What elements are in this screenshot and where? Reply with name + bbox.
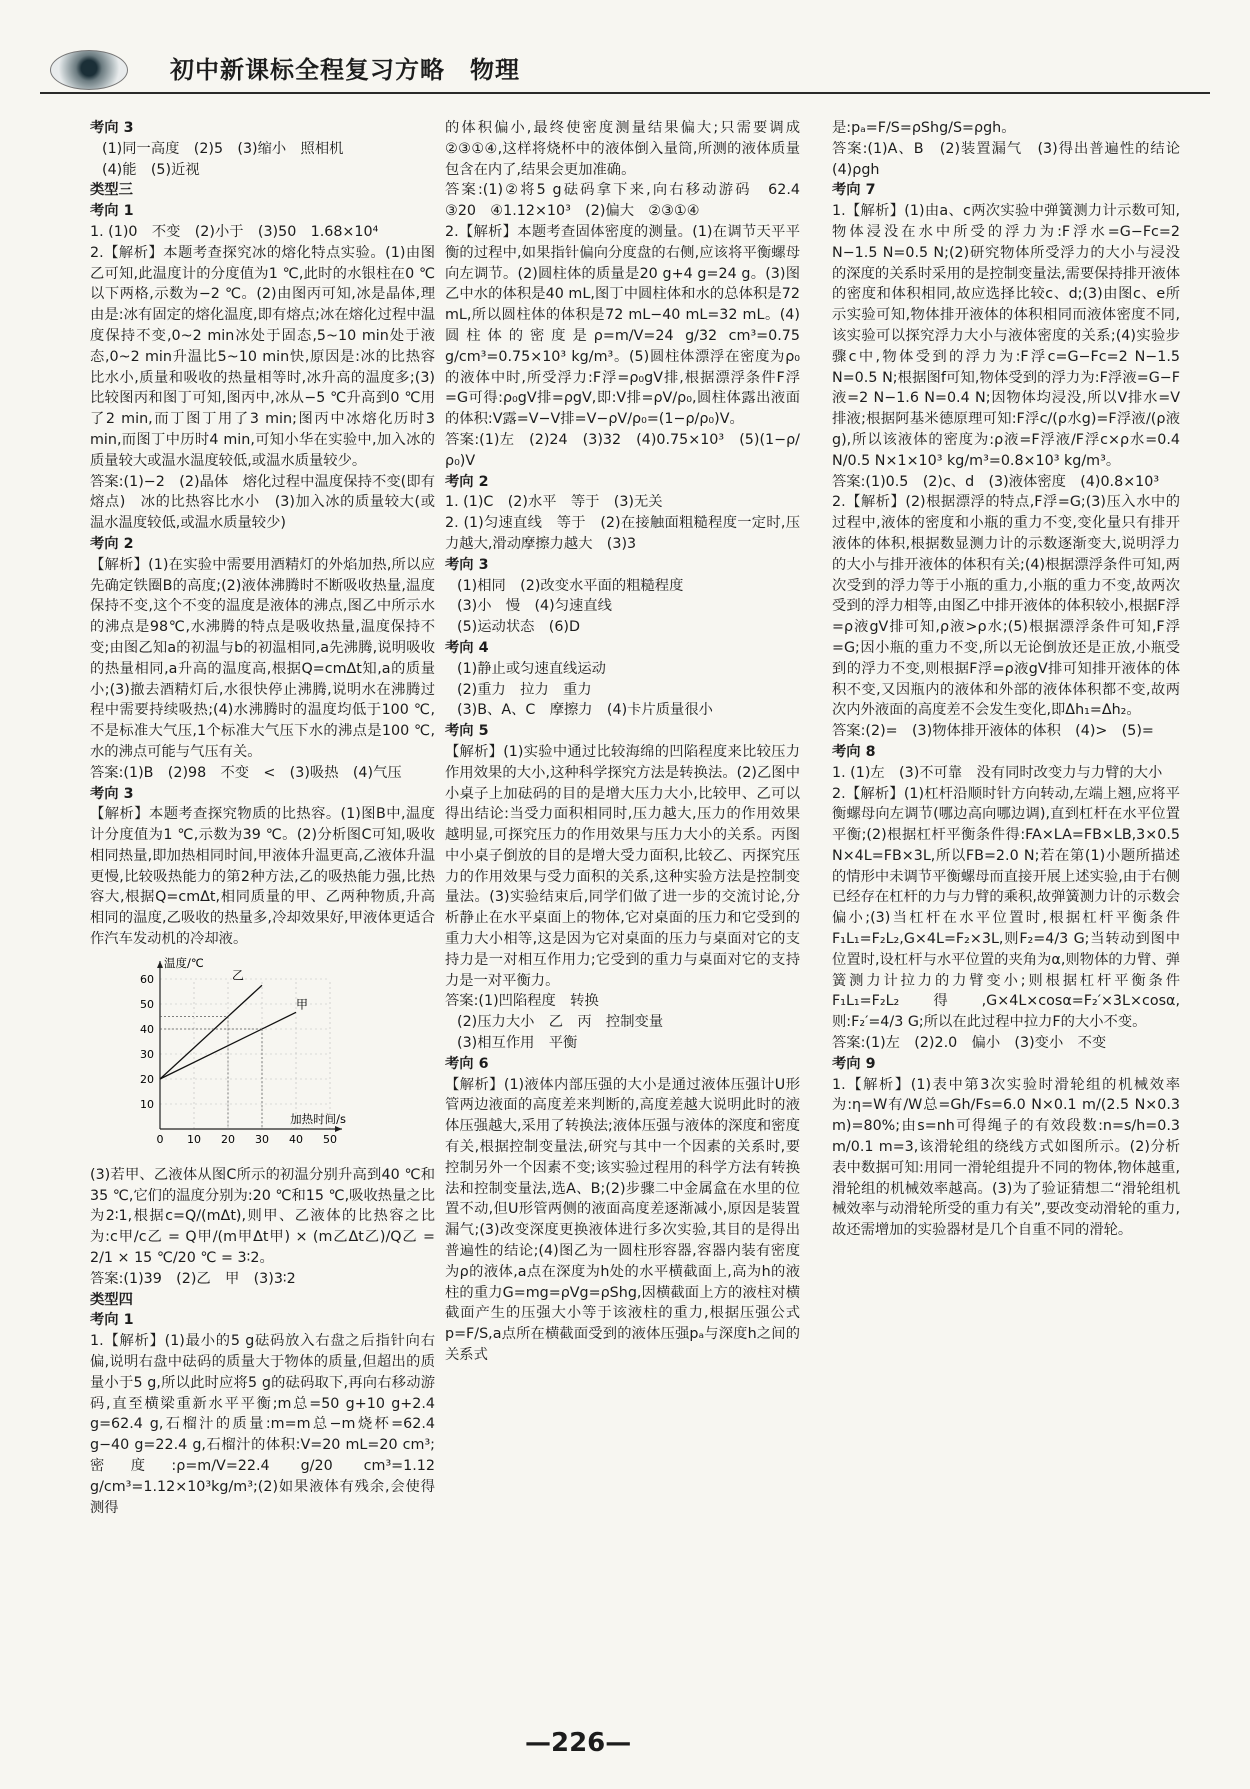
text-paragraph: 2.【解析】(1)杠杆沿顺时针方向转动,左端上翘,应将平衡螺母向左调节(哪边高向哪边调),直到杠杆在水平位置平衡;(2)根据杠杆平衡条件得:FA×LA=FB×LB,3×0.5 N×4L=FB×3L,所以FB=2.0 N;若在第(1)小题所描述的情形中未调节平衡螺母而直接开展上述实验,由于右侧已经存在杠杆的力与力臂的乘积,故弹簧测力计的示数会偏小;(3)当杠杆在水平位置时,根据杠杆平衡条件F₁L₁=F₂L₂,G×4L=F₂×3L,则F₂=4/3 G;当转动到图中位置时,设杠杆与水平位置的夹角为α,则物体的力臂、弹簧测力计拉力的力臂变小;则根据杠杆平衡条件F₁L₁=F₂L₂得,G×4L×cosα=F₂′×3L×cosα,则:F₂′=4/3 G;所以在此过程中拉力F的大小不变。: [832, 785, 1180, 1031]
series-label: 甲: [296, 997, 309, 1012]
x-tick-label: 30: [255, 1132, 269, 1146]
section-heading: 考向 9: [832, 1055, 876, 1072]
page-number: —226—: [525, 1728, 632, 1758]
section-heading: 考向 4: [445, 639, 489, 656]
text-paragraph: 2.【解析】(2)根据漂浮的特点,F浮=G;(3)压入水中的过程中,液体的密度和小瓶的重力不变,变化量只有排开液体的体积,根据数显测力计的示数逐渐变大,说明浮力的大小与排开液体的体积有关;(4)根据漂浮条件可知,两次受到的浮力等于小瓶的重力,小瓶的重力不变,故两次受到的浮力相等,由图乙中排开液体的体积较小,根据F浮=ρ液gV排可知,ρ液>ρ水;(5)根据漂浮条件可知,F浮=G;因小瓶的重力不变,所以无论倒放还是正放,小瓶受到的浮力不变,则根据F浮=ρ液gV排可知排开液体的体积不变,又因瓶内的液体和外部的液体体积都不变,故两次内外液面的高度差不会发生变化,即Δh₁=Δh₂。: [832, 494, 1180, 719]
text-paragraph: 的体积偏小,最终使密度测量结果偏大;只需要调成②③①④,这样将烧杯中的液体倒入量筒,所测的液体质量包含在内了,结果会更加准确。: [445, 120, 800, 178]
section-heading: 考向 3: [445, 556, 489, 573]
column-1-bottom: [90, 1165, 435, 1519]
x-tick-label: 40: [289, 1132, 303, 1146]
text-paragraph: (3)小 慢 (4)匀速直线: [457, 598, 612, 615]
page-header: [40, 38, 1210, 94]
text-paragraph: 1. (1)左 (3)不可靠 没有同时改变力与力臂的大小: [832, 764, 1163, 781]
text-paragraph: 答案:(1)39 (2)乙 甲 (3)3∶2: [90, 1270, 296, 1287]
section-heading: 考向 2: [90, 535, 134, 552]
y-tick-label: 40: [140, 1022, 154, 1036]
text-paragraph: 答案:(1)左 (2)2.0 偏小 (3)变小 不变: [832, 1035, 1107, 1052]
y-tick-label: 50: [140, 997, 154, 1011]
section-heading: 类型三: [90, 182, 133, 199]
text-paragraph: 1. (1)0 不变 (2)小于 (3)50 1.68×10⁴: [90, 223, 379, 240]
column-2: [445, 118, 815, 1366]
text-paragraph: (3)相互作用 平衡: [457, 1035, 578, 1052]
text-paragraph: 答案:(1)0.5 (2)c、d (3)液体密度 (4)0.8×10³: [832, 473, 1160, 490]
text-paragraph: 2. (1)匀速直线 等于 (2)在接触面粗糙程度一定时,压力越大,滑动摩擦力越大 (3)3: [445, 515, 800, 552]
section-heading: 考向 1: [90, 203, 134, 220]
section-heading: 考向 3: [90, 120, 134, 136]
chart-svg: [130, 954, 360, 1159]
text-paragraph: 1.【解析】(1)由a、c两次实验中弹簧测力计示数可知,物体浸没在水中所受的浮力为:F浮水=G−Fc=2 N−1.5 N=0.5 N;(2)研究物体所受浮力的大小与浸没的深度的关系时采用的是控制变量法,需要保持排开液体的密度和体积相同,故应选择比较c、d;(3)由图c、e所示实验可知,物体排开液体的体积相同而液体密度不同,该实验可以探究浮力大小与液体密度的关系;(4)实验步骤c中,物体受到的浮力为:F浮c=G−Fc=2 N−1.5 N=0.5 N;根据图f可知,物体受到的浮力为:F浮液=G−F液=2 N−1.6 N=0.4 N;因物体均浸没,所以V排水=V排液;根据阿基米德原理可知:F浮c/(ρ水g)=F浮液/(ρ液g),所以该液体的密度为:ρ液=F浮液/F浮c×ρ水=0.4 N/0.5 N×1×10³ kg/m³=0.8×10³ kg/m³。: [832, 203, 1180, 469]
y-tick-label: 30: [140, 1047, 154, 1061]
text-paragraph: (4)能 (5)近视: [102, 161, 200, 178]
x-tick-label: 10: [187, 1132, 201, 1146]
section-heading: 考向 7: [832, 182, 876, 199]
y-tick-label: 20: [140, 1072, 154, 1086]
column-1-top: [90, 118, 435, 950]
text-paragraph: 2.【解析】本题考查固体密度的测量。(1)在调节天平平衡的过程中,如果指针偏向分度盘的右侧,应该将平衡螺母向左调节。(2)圆柱体的质量是20 g+4 g=24 g。(3)图乙中水的体积是40 mL,图丁中圆柱体和水的总体积是72 mL,所以圆柱体的体积是72 mL−40 mL=32 mL。(4)圆柱体的密度是ρ=m/V=24 g/32 cm³=0.75 g/cm³=0.75×10³ kg/m³。(5)圆柱体漂浮在密度为ρ₀的液体中时,所受浮力:F浮=ρ₀gV排,根据漂浮条件F浮=G可得:ρ₀gV排=ρgV,即:V排=ρV/ρ₀,圆柱体露出液面的体积:V露=V−V排=V−ρV/ρ₀=(1−ρ/ρ₀)V。: [445, 223, 800, 428]
text-paragraph: 2.【解析】本题考查探究冰的熔化特点实验。(1)由图乙可知,此温度计的分度值为1 ℃,此时的水银柱在0 ℃以下两格,示数为−2 ℃。(2)由图丙可知,冰是晶体,理由是:冰有固定的熔化温度,即有熔点;冰在熔化过程中温度保持不变,0~2 min冰处于固态,5~10 min处于液态,0~2 min升温比5~10 min快,原因是:冰的比热容比水小,质量和吸收的热量相等时,冰升高的温度多;(3)比较图丙和图丁可知,图丙中,冰从−5 ℃升高到0 ℃用了2 min,而丁图丁用了3 min;图丙中冰熔化历时3 min,而图丁中历时4 min,可知小华在实验中,加入冰的质量较大或温水温度较低,或温水质量较少。: [90, 244, 435, 469]
text-paragraph: 答案:(1)凹陷程度 转换: [445, 993, 599, 1010]
text-paragraph: 1. (1)C (2)水平 等于 (3)无关: [445, 494, 663, 511]
section-heading: 考向 8: [832, 743, 876, 760]
y-axis-arrow: [157, 961, 163, 968]
text-paragraph: 【解析】(1)液体内部压强的大小是通过液体压强计U形管两边液面的高度差来判断的,高度差越大说明此时的液体压强越大,采用了转换法;液体压强与液体的深度和密度有关,根据控制变量法,研究与其中一个因素的关系时,要控制另外一个因素不变;该实验过程用的科学方法有转换法和控制变量法,选A、B;(2)步骤二中金属盒在水里的位置不动,但U形管两侧的液面高度差逐渐减小,原因是装置漏气;(3)改变深度更换液体进行多次实验,其目的是得出普遍性的结论;(4)图乙为一圆柱形容器,容器内装有密度为ρ的液体,a点在深度为h处的水平横截面上,高为h的液柱的重力G=mg=ρVg=ρShg,因横截面上方的液柱对横截面产生的压强大小等于该液柱的重力,根据压强公式p=F/S,a点所在横截面受到的液体压强pₐ与深度h之间的关系式: [445, 1076, 800, 1364]
book-logo-icon: [50, 50, 128, 90]
section-heading: 考向 1: [90, 1312, 134, 1329]
text-paragraph: (1)同一高度 (2)5 (3)缩小 照相机: [102, 140, 344, 157]
x-tick-label: 50: [323, 1132, 337, 1146]
y-axis-label: 温度/℃: [164, 955, 204, 970]
y-tick-label: 10: [140, 1097, 154, 1111]
section-heading: 考向 6: [445, 1055, 489, 1072]
column-3: [832, 118, 1195, 1241]
section-heading: 类型四: [90, 1291, 133, 1308]
section-heading: 考向 2: [445, 473, 489, 490]
text-paragraph: (2)压力大小 乙 丙 控制变量: [457, 1014, 664, 1031]
text-paragraph: 【解析】本题考查探究物质的比热容。(1)图B中,温度计分度值为1 ℃,示数为39 ℃。(2)分析图C可知,吸收相同热量,即加热相同时间,甲液体升温更高,乙液体升温更慢,比较吸热能力的第2种方法,乙的吸热能力强,比热容大,根据Q=cmΔt,相同质量的甲、乙两种物质,升高相同的温度,乙吸收的热量多,冷却效果好,甲液体更适合作汽车发动机的冷却液。: [90, 806, 435, 948]
text-paragraph: (1)相同 (2)改变水平面的粗糙程度: [457, 577, 684, 594]
series-label: 乙: [232, 968, 245, 983]
text-paragraph: (3)若甲、乙液体从图C所示的初温分别升高到40 ℃和35 ℃,它们的温度分别为:20 ℃和15 ℃,吸收热量之比为2∶1,根据c=Q/(mΔt),则甲、乙液体的比热容之比为:c甲/c乙 = Q甲/(m甲Δt甲) × (m乙Δt乙)/Q乙 = 2/1 × 15 ℃/20 ℃ = 3∶2。: [90, 1166, 435, 1267]
text-paragraph: 答案:(1)左 (2)24 (3)32 (4)0.75×10³ (5)(1−ρ/ρ₀)V: [445, 431, 800, 469]
column-3-body: [832, 118, 1195, 1241]
text-paragraph: 答案:(1)②将5 g砝码拿下来,向右移动游码 62.4 ③20 ④1.12×10³ (2)偏大 ②③①④: [445, 182, 815, 220]
text-paragraph: (5)运动状态 (6)D: [457, 619, 580, 636]
text-paragraph: 1.【解析】(1)表中第3次实验时滑轮组的机械效率为:η=W有/W总=Gh/Fs=6.0 N×0.1 m/(2.5 N×0.3 m)=80%;由s=nh可得绳子的有效段数:n=s/h=0.3 m/0.1 m=3,该滑轮组的绕线方式如图所示。(2)分析表中数据可知:用同一滑轮组提升不同的物体,物体越重,滑轮组的机械效率越高。(3)为了验证猜想二“滑轮组机械效率与动滑轮所受的重力有关”,要改变动滑轮的重力,故还需增加的实验器材是几个自重不同的滑轮。: [832, 1076, 1180, 1239]
temperature-chart: [130, 954, 360, 1159]
header-rule: [40, 92, 1210, 94]
text-paragraph: 是:pₐ=F/S=ρShg/S=ρgh。: [832, 120, 1016, 136]
column-2-body: [445, 118, 815, 1366]
text-paragraph: 答案:(1)B (2)98 不变 < (3)吸热 (4)气压: [90, 764, 402, 781]
text-paragraph: 答案:(1)A、B (2)装置漏气 (3)得出普遍性的结论 (4)ρgh: [832, 140, 1195, 178]
section-heading: 考向 5: [445, 723, 489, 740]
text-paragraph: 答案:(1)−2 (2)晶体 熔化过程中温度保持不变(即有熔点) 冰的比热容比水小 (3)加入冰的质量较大(或温水温度较低,或温水质量较少): [90, 473, 435, 532]
x-axis-label: 加热时间/s: [290, 1111, 346, 1126]
text-paragraph: (3)B、A、C 摩擦力 (4)卡片质量很小: [457, 702, 713, 719]
section-heading: 考向 3: [90, 785, 134, 802]
text-paragraph: 答案:(2)= (3)物体排开液体的体积 (4)> (5)=: [832, 723, 1154, 740]
header-title: 初中新课标全程复习方略 物理: [170, 56, 520, 84]
column-1: [90, 118, 435, 1518]
text-paragraph: 【解析】(1)实验中通过比较海绵的凹陷程度来比较压力作用效果的大小,这种科学探究方法是转换法。(2)乙图中小桌子上加砝码的目的是增大压力大小,比较甲、乙可以得出结论:当受力面积相同时,压力越大,压力的作用效果越明显,可探究压力的作用效果与压力大小的关系。丙图中小桌子倒放的目的是增大受力面积,比较乙、丙探究压力的作用效果与受力面积的关系,这种实验方法是控制变量法。(3)实验结束后,同学们做了进一步的交流讨论,分析静止在水平桌面上的物体,它对桌面的压力和它受到的重力大小相等,这是因为它对桌面的压力与桌面对它的支持力是一对相互作用力;它受到的重力与桌面对它的支持力是一对平衡力。: [445, 743, 800, 989]
y-tick-label: 60: [140, 972, 154, 986]
x-tick-label: 0: [156, 1132, 164, 1146]
series-line-0: [160, 985, 262, 1079]
x-tick-label: 20: [221, 1132, 235, 1146]
text-paragraph: 【解析】(1)在实验中需要用酒精灯的外焰加热,所以应先确定铁圈B的高度;(2)液体沸腾时不断吸收热量,温度保持不变,这个不变的温度是液体的沸点,图乙中所示水的沸点是98℃,水沸腾的特点是吸收热量,温度保持不变;由图乙知a的初温与b的初温相同,a先沸腾,说明吸收的热量相同,a升高的温度高,根据Q=cmΔt知,a的质量小;(3)撤去酒精灯后,水很快停止沸腾,说明水在沸腾过程中需要持续吸热;(4)水沸腾时的温度均低于100 ℃,不是标准大气压,1个标准大气压下水的沸点是100 ℃,水的沸点可能与气压有关。: [90, 556, 435, 760]
text-paragraph: (2)重力 拉力 重力: [457, 681, 592, 698]
text-paragraph: 1.【解析】(1)最小的5 g砝码放入右盘之后指针向右偏,说明右盘中砝码的质量大于物体的质量,但超出的质量小于5 g,所以此时应将5 g的砝码取下,再向右移动游码,直至横梁重新水平平衡;m总=50 g+10 g+2.4 g=62.4 g,石榴汁的质量:m=m总−m烧杯=62.4 g−40 g=22.4 g,石榴汁的体积:V=20 mL=20 cm³;密度:ρ=m/V=22.4 g/20 cm³=1.12 g/cm³=1.12×10³kg/m³;(2)如果液体有残余,会使得测得: [90, 1333, 435, 1516]
x-axis-arrow: [335, 1126, 342, 1132]
text-paragraph: (1)静止或匀速直线运动: [457, 660, 606, 677]
